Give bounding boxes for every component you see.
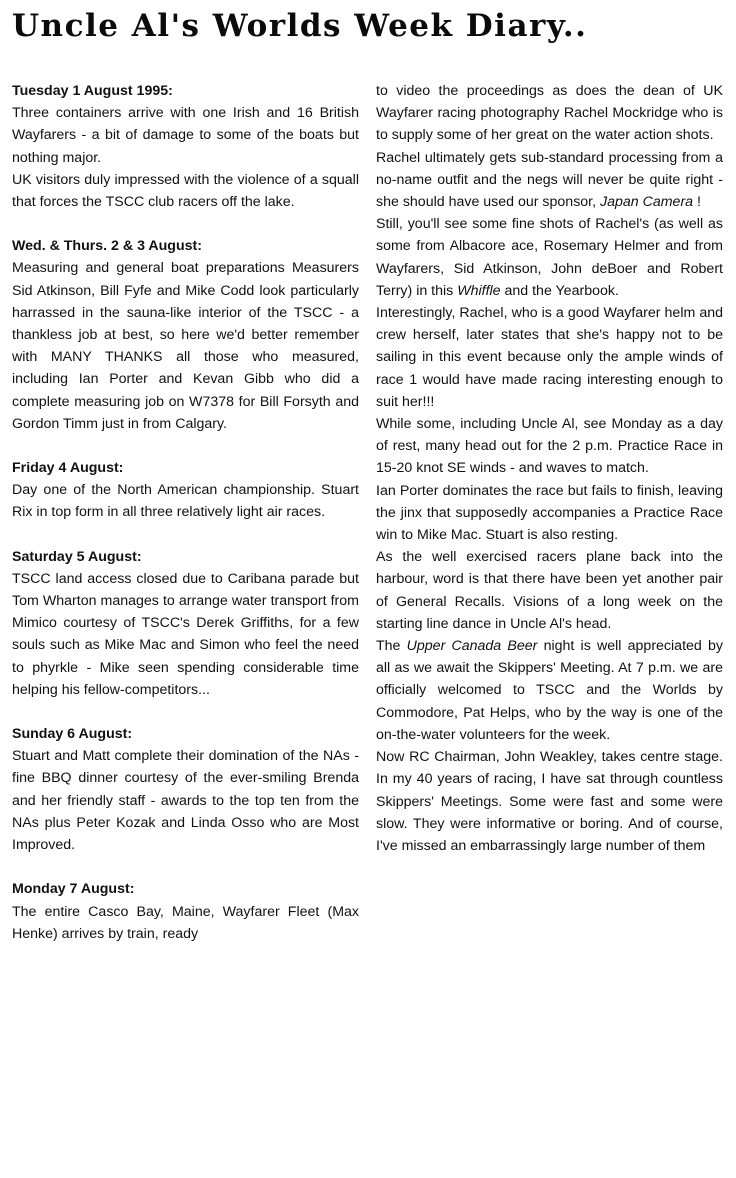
diary-entry-monday bbox=[12, 878, 359, 945]
text-run: Rachel ultimately gets sub-standard processing from a no-name outfit and the negs will never be quite right - she should have used our sponsor, bbox=[376, 149, 723, 211]
entry-date: Friday 4 August: bbox=[12, 460, 124, 477]
entry-paragraph: UK visitors duly impressed with the violence of a squall that forces the TSCC club racers off the lake. bbox=[12, 171, 359, 211]
right-column bbox=[376, 80, 723, 1174]
text-run: ! bbox=[693, 194, 701, 211]
diary-entry-saturday bbox=[12, 546, 359, 701]
sponsor-name: Japan Camera bbox=[600, 194, 694, 211]
body-paragraph bbox=[376, 213, 723, 302]
diary-entry-friday bbox=[12, 457, 359, 524]
entry-paragraph: Day one of the North American championship. Stuart Rix in top form in all three relatively light air races. bbox=[12, 482, 359, 521]
beer-name: Upper Canada Beer bbox=[406, 638, 538, 655]
entry-date: Sunday 6 August: bbox=[12, 726, 133, 743]
body-paragraph: Interestingly, Rachel, who is a good Wayfarer helm and crew herself, later states that she's happy not to be sailing in this event because only the ample winds of race 1 would have made racing interesting enough to suit her!!! bbox=[376, 305, 723, 410]
entry-date: Monday 7 August: bbox=[12, 881, 135, 898]
body-paragraph bbox=[376, 635, 723, 746]
entry-paragraph: The entire Casco Bay, Maine, Wayfarer Fleet (Max Henke) arrives by train, ready bbox=[12, 903, 359, 942]
entry-date: Tuesday 1 August 1995: bbox=[12, 83, 173, 99]
entry-paragraph: Three containers arrive with one Irish and 16 British Wayfarers - a bit of damage to some of the boats but nothing major. bbox=[12, 105, 359, 166]
body-paragraph: Now RC Chairman, John Weakley, takes centre stage. In my 40 years of racing, I have sat through countless Skippers' Meetings. Some were fast and some were slow. They were informative or boring. And of course, I've missed an embarrassingly large number of them bbox=[376, 749, 723, 854]
text-run: Still, you'll see some fine shots of Rachel's (as well as some from Albacore ace, Rosemary Helmer and from Wayfarers, Sid Atkinson, John deBoer and Robert Terry) in this bbox=[376, 216, 723, 299]
article-columns bbox=[12, 80, 724, 1174]
body-paragraph bbox=[376, 147, 723, 214]
page-title: Uncle Al's Worlds Week Diary.. bbox=[12, 8, 588, 44]
entry-paragraph: TSCC land access closed due to Caribana parade but Tom Wharton manages to arrange water transport from Mimico courtesy of TSCC's Derek Griffiths, for a few souls such as Mike Mac and Simon who feel the need to phyrkle - Mike seen spending considerable time helping his fellow-competitors... bbox=[12, 570, 359, 698]
diary-entry-tuesday bbox=[12, 80, 359, 213]
body-paragraph: Ian Porter dominates the race but fails to finish, leaving the jinx that supposedly accompanies a Practice Race win to Mike Mac. Stuart is also resting. bbox=[376, 482, 723, 544]
publication-name: Whiffle bbox=[457, 282, 501, 299]
entry-date: Wed. & Thurs. 2 & 3 August: bbox=[12, 238, 202, 255]
text-run: night is well appreciated by all as we await the Skippers' Meeting. At 7 p.m. we are officially welcomed to TSCC and the Worlds by Commodore, Pat Helps, who by the way is one of the on-the-water volunteers for the week. bbox=[376, 638, 723, 743]
text-run: and the Yearbook. bbox=[500, 282, 619, 299]
diary-entry-sunday bbox=[12, 723, 359, 856]
body-paragraph: As the well exercised racers plane back into the harbour, word is that there have been yet another pair of General Recalls. Visions of a long week on the starting line dance in Uncle Al's head. bbox=[376, 549, 723, 632]
entry-date: Saturday 5 August: bbox=[12, 548, 142, 565]
body-paragraph: to video the proceedings as does the dean of UK Wayfarer racing photography Rachel Mockridge who is to supply some of her great on the water action shots. bbox=[376, 83, 723, 144]
entry-paragraph: Measuring and general boat preparations Measurers Sid Atkinson, Bill Fyfe and Mike Codd look particularly harrassed in the sauna-like interior of the TSCC - a thankless job at best, so here we'd better remember with MANY THANKS all those who measured, including Ian Porter and Kevan Gibb who did a complete measuring job on W7378 for Bill Forsyth and Gordon Timm just in from Calgary. bbox=[12, 260, 359, 432]
left-column bbox=[12, 80, 359, 1174]
diary-entry-wed-thurs bbox=[12, 235, 359, 435]
body-paragraph: While some, including Uncle Al, see Monday as a day of rest, many head out for the 2 p.m. Practice Race in 15-20 knot SE winds - and waves to match. bbox=[376, 416, 723, 477]
entry-paragraph: Stuart and Matt complete their domination of the NAs - fine BBQ dinner courtesy of the ever-smiling Brenda and her friendly staff - awards to the top ten from the NAs plus Peter Kozak and Linda Osso who are Most Improved. bbox=[12, 748, 359, 854]
text-run: The bbox=[376, 638, 407, 655]
